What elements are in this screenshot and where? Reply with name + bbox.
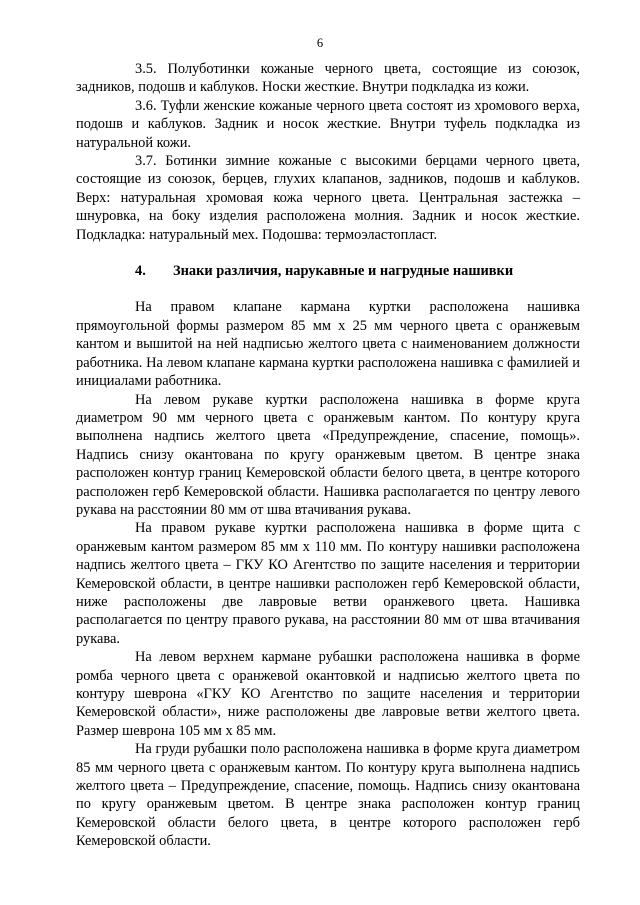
paragraph-right-sleeve-patch: На правом рукаве куртки расположена нашивка в форме щита с оранжевым кантом размером 85 мм х 110 мм. По контуру нашивки расположена надпись желтого цвета – ГКУ КО Агентство по защите населения и территории Кемеровской области, в центре нашивки расположен герб Кемеровской области, ниже расположены две лавровые ветви оранжевого цвета. Нашивка располагается по центру правого рукава, на расстоянии 80 мм от шва втачивания рукава.	[76, 520, 580, 647]
item-3-7: 3.7. Ботинки зимние кожаные с высокими берцами черного цвета, состоящие из союзок, берцев, глухих клапанов, задников, подошв и каблуков. Верх: натуральная хромовая кожа черного цвета. Центральная застежка – шнуровка, на боку изделия расположена молния. Задник и носок жесткие. Подкладка: натуральный мех. Подошва: термоэластопласт.	[76, 153, 580, 243]
section-title: Знаки различия, нарукавные и нагрудные нашивки	[173, 263, 514, 280]
page-number: 6	[316, 36, 324, 50]
paragraph-shirt-pocket-chevron: На левом верхнем кармане рубашки расположена нашивка в форме ромба черного цвета с оранжевой окантовкой и надписью желтого цвета по контуру шеврона «ГКУ КО Агентство по защите населения и территории Кемеровской области», ниже расположены две лавровые ветви желтого цвета. Размер шеврона 105 мм х 85 мм.	[76, 649, 580, 739]
document-body	[76, 60, 580, 851]
item-3-6: 3.6. Туфли женские кожаные черного цвета состоят из хромового верха, подошв и каблуков. Задник и носок жесткие. Внутри туфель подкладка из натуральной кожи.	[76, 97, 580, 151]
item-3-5: 3.5. Полуботинки кожаные черного цвета, состоящие из союзок, задников, подошв и каблуков. Носки жесткие. Внутри подкладка из кожи.	[76, 61, 580, 96]
section-heading	[76, 262, 580, 280]
paragraph-polo-chest-patch: На груди рубашки поло расположена нашивка в форме круга диаметром 85 мм черного цвета с оранжевым кантом. По контуру круга выполнена надпись желтого цвета – Предупреждение, спасение, помощь. Надпись снизу окантована по кругу оранжевым цветом. В центре знака расположен контур границ Кемеровской области белого цвета, в центре которого расположен герб Кемеровской области.	[76, 741, 580, 850]
section-number: 4.	[135, 263, 146, 280]
paragraph-left-sleeve-patch: На левом рукаве куртки расположена нашивка в форме круга диаметром 90 мм черного цвета с оранжевым кантом. По контуру круга выполнена надпись желтого цвета «Предупреждение, спасение, помощь». Надпись снизу окантована по кругу оранжевым цветом. В центре знака расположен контур границ Кемеровской области белого цвета, в центре которого расположен герб Кемеровской области. Нашивка располагается по центру левого рукава на расстоянии 80 мм от шва втачивания рукава.	[76, 391, 580, 518]
paragraph-jacket-pocket-patches: На правом клапане кармана куртки расположена нашивка прямоугольной формы размером 85 мм х 25 мм черного цвета с оранжевым кантом и вышитой на ней надписью желтого цвета с наименованием должности работника. На левом клапане кармана куртки расположена нашивка с фамилией и инициалами работника.	[76, 299, 580, 390]
